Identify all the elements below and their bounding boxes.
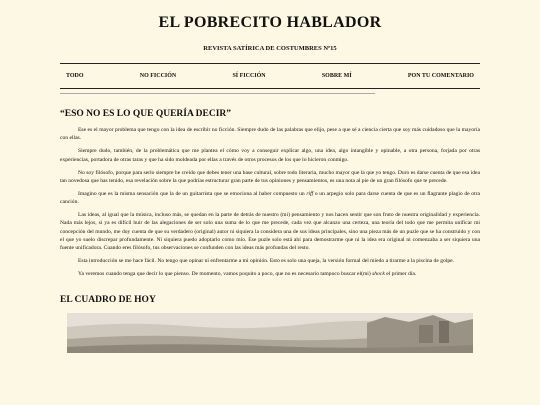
main-nav [60, 63, 480, 89]
painting-image [67, 313, 473, 353]
nav-item-todo[interactable]: TODO [66, 73, 84, 79]
site-title[interactable]: EL POBRECITO HABLADOR [158, 14, 382, 31]
site-subtitle: REVISTA SATÍRICA DE COSTUMBRES Nº15 [203, 45, 337, 52]
nav-item-sobre-mi[interactable]: SOBRE MÍ [321, 73, 352, 79]
article-paragraph [60, 190, 480, 207]
paragraph-text: Esta introducción se me hace fácil. No tengo que opinar ni enfrentarme a mi opinión. Esto es solo una queja, la versión formal del miedo a tirarme a la piscina de golpe. [78, 258, 455, 265]
paragraph-text: No soy filósofo, porque para serlo siempre he creído que debes tener una base cultural, sobre todo literaria, mucho mayor que la que yo tengo. Duro es darse cuenta de que esa idea tan novedosa que has tenido, esa revelación sobre la que podrías estructurar gran parte de tus opiniones y pensamientos, es una nota al pie de un gran filósofo que te precede. [60, 169, 480, 184]
article-title[interactable]: “ESO NO ES LO QUE QUERÍA DECIR” [60, 109, 232, 119]
paragraph-text: Ya veremos cuando tenga que decir lo que pienso. De momento, vamos poquito a poco, que no es necesario tampoco buscar el(mi) [78, 271, 373, 278]
article-paragraph [60, 270, 480, 278]
article-paragraph [60, 211, 480, 252]
article-paragraph [60, 126, 480, 143]
article-paragraph [60, 147, 480, 164]
nav-item-no-ficcion[interactable]: NO FICCIÓN [139, 73, 177, 79]
divider [60, 93, 375, 94]
section-title: EL CUADRO DE HOY [60, 294, 156, 305]
article-paragraph [60, 257, 480, 265]
nav-item-si-ficcion[interactable]: SÍ FICCIÓN [232, 73, 266, 79]
paragraph-text: Las ideas, al igual que la música, incluso más, se quedan en la parte de detrás de nuestro (mi) pensamiento y nos hacen sentir que son fruto de nuestra originalidad y experiencia. Nada más lejos, si ya es difícil huir de las alegaciones de ser solo una suma de lo que me precede, cada vez que alcanzo una certeza, una teoría del todo que me permita unificar mi concepción del mundo, me doy cuenta de que su verdadero (original) autor ni siquiera la considera una de sus ideas principales, sino una pieza más de un puzle que se ha construido y con el que yo suelo discrepar profundamente. Ni siquiera puedo adoptarlo como mío. Ese puzle solo está ahí para demostrarme que ni la idea era original ni comenzaba a ser siquiera una fuente unificadora. Cuando eres filósofo, tus observaciones se confunden con las ideas más profundas del resto. [60, 212, 480, 252]
paragraph-text: Imagino que es la misma sensación que la de un guitarrista que se emociona al haber compuesto un [78, 190, 307, 197]
nav-item-pon-tu-comentario[interactable]: PON TU COMENTARIO [407, 73, 474, 79]
emphasis-text: shock [372, 271, 385, 278]
paragraph-text: Ese es el mayor problema que tengo con la idea de escribir no ficción. Siempre dudo de las palabras que elijo, pese a que sé a ciencia cierta que soy más cuidadoso que la mayoría con ellas. [60, 127, 480, 142]
paragraph-text: el primer día. [384, 271, 417, 278]
paragraph-text: Siempre dudo, también, de la problemática que me plantea el cómo voy a conseguir explicar algo, una idea, algo intangible y opinable, a otra persona, forjada por otras experiencias, portadora de otras taras y que ha sido moldeada por ellas a través de otros procesos de los que lo hicieron conmigo. [60, 148, 480, 163]
emphasis-text: riff [306, 190, 314, 197]
masthead [0, 0, 540, 53]
painting-illustration [67, 313, 473, 353]
article-paragraph [60, 169, 480, 186]
article [60, 109, 480, 353]
paragraph-text: o un arpegio solo para darse cuenta de que es un flagrante plagio de otra canción. [60, 190, 480, 206]
